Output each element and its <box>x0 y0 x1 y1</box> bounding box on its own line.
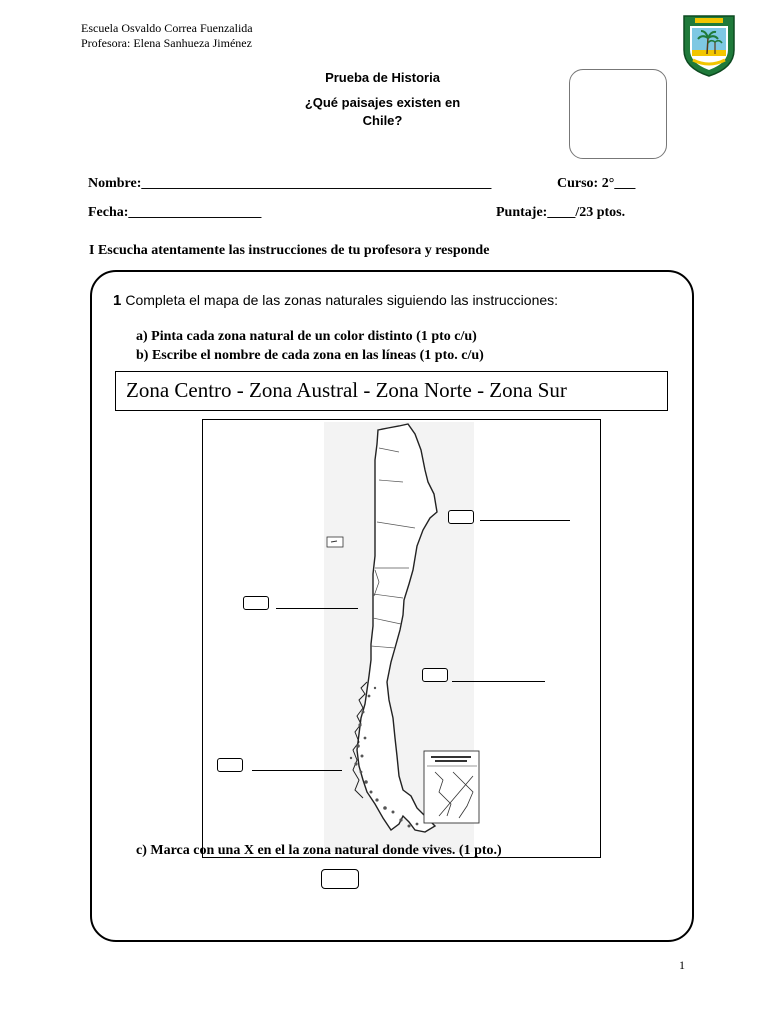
zones-word-box <box>115 371 668 411</box>
curso-field[interactable]: Curso: 2°___ <box>557 176 636 191</box>
item-c: c) Marca con una X en el la zona natural donde vives. (1 pto.) <box>136 843 502 858</box>
fecha-field[interactable]: Fecha:___________________ <box>88 205 262 220</box>
zones-text: Zona Centro - Zona Austral - Zona Norte - Zona Sur <box>126 378 567 402</box>
teacher-name: Profesora: Elena Sanhueza Jiménez <box>81 36 252 50</box>
school-name: Escuela Osvaldo Correa Fuenzalida <box>81 21 253 35</box>
zone-name-line-2[interactable] <box>276 608 358 609</box>
zone-name-line-3[interactable] <box>452 681 545 682</box>
zone-name-line-1[interactable] <box>480 520 570 521</box>
puntaje-field[interactable]: Puntaje:____/23 ptos. <box>496 205 626 220</box>
school-crest-icon <box>681 14 737 78</box>
zone-color-box-3[interactable] <box>422 668 448 682</box>
test-subtitle-1: ¿Qué paisajes existen en <box>304 95 461 110</box>
nombre-field[interactable]: Nombre:__________________________________________________ <box>88 176 492 191</box>
chile-map <box>203 420 600 857</box>
mark-x-box[interactable] <box>321 869 359 889</box>
question-1-label: Completa el mapa de las zonas naturales siguiendo las instrucciones: <box>125 292 559 308</box>
zone-color-box-4[interactable] <box>217 758 243 772</box>
test-subtitle-2: Chile? <box>362 113 403 128</box>
photo-box <box>569 69 667 159</box>
zone-color-box-1[interactable] <box>448 510 474 524</box>
page-number: 1 <box>679 958 685 972</box>
question-1-text <box>113 292 558 309</box>
instruction-text: I Escucha atentamente las instrucciones de tu profesora y responde <box>89 243 490 258</box>
map-frame <box>202 419 601 858</box>
item-b: b) Escribe el nombre de cada zona en las líneas (1 pto. c/u) <box>136 348 484 363</box>
item-a: a) Pinta cada zona natural de un color distinto (1 pto c/u) <box>136 329 477 344</box>
question-number: 1 <box>113 292 122 309</box>
zone-color-box-2[interactable] <box>243 596 269 610</box>
zone-name-line-4[interactable] <box>252 770 342 771</box>
test-title: Prueba de Historia <box>325 70 440 85</box>
